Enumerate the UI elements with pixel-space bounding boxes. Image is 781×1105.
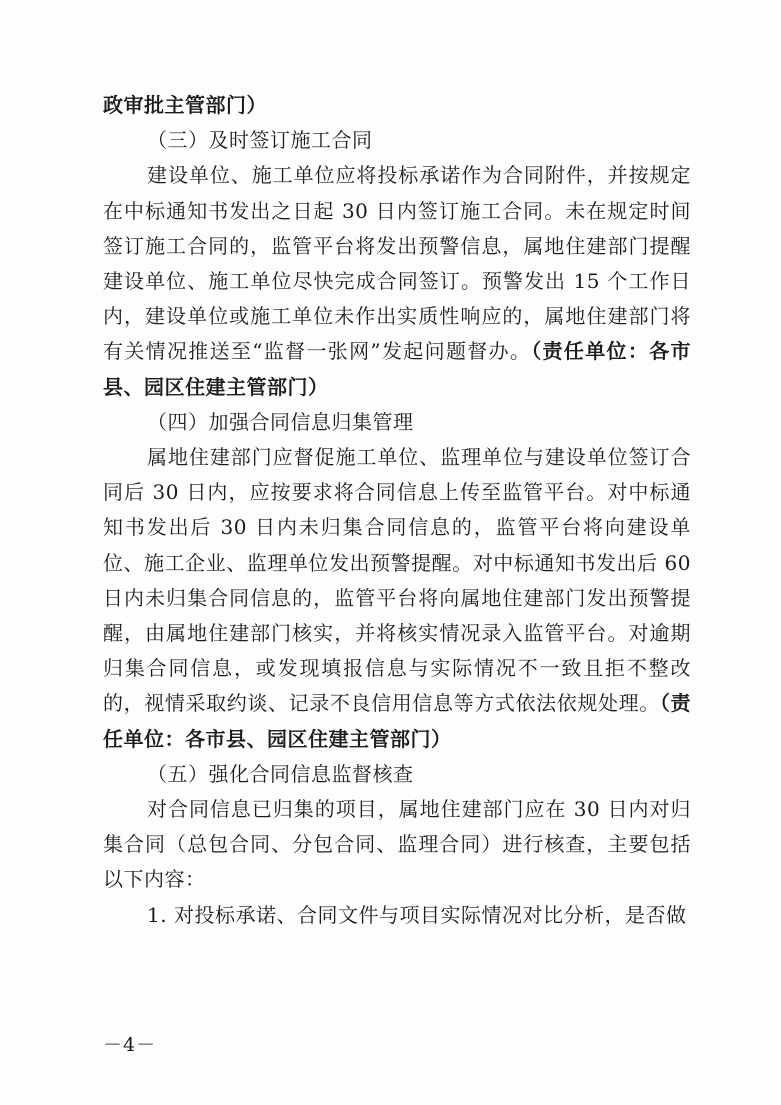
list-item-1: 1. 对投标承诺、合同文件与项目实际情况对比分析，是否做: [147, 902, 687, 927]
opening-fragment: 政审批主管部门）: [103, 93, 267, 117]
section-3-heading: （三）及时签订施工合同: [147, 128, 373, 153]
section-4-heading: （四）加强合同信息归集管理: [147, 409, 414, 434]
section-4-paragraph: [103, 440, 691, 757]
section-3-paragraph: [103, 158, 691, 404]
section-3-body: 建设单位、施工单位应将投标承诺作为合同附件，并按规定在中标通知书发出之日起 30 日内签订施工合同。未在规定时间签订施工合同的，监管平台将发出预警信息，属地住建部门提醒建设单位、施工单位尽快完成合同签订。预警发出 15 个工作日内，建设单位或施工单位未作出实质性响应的，属地住建部门将有关情况推送至“监督一张网”发起问题督办。: [103, 163, 691, 364]
section-3-responsibility: （责任单位：各市县、园区住建主管部门）: [103, 339, 691, 399]
section-4-responsibility: （责任单位：各市县、园区住建主管部门）: [103, 691, 691, 751]
document-body: [103, 88, 691, 933]
section-5-paragraph: 对合同信息已归集的项目，属地住建部门应在 30 日内对归集合同（总包合同、分包合同、监理合同）进行核查，主要包括以下内容：: [103, 797, 691, 892]
page-number: －4－: [103, 1034, 157, 1056]
section-4-body: 属地住建部门应督促施工单位、监理单位与建设单位签订合同后 30 日内，应按要求将合同信息上传至监管平台。对中标通知书发出后 30 日内未归集合同信息的，监管平台将向建设单位、施工企业、监理单位发出预警提醒。对中标通知书发出后 60 日内未归集合同信息的，监管平台将向属地住建部门发出预警提醒，由属地住建部门核实，并将核实情况录入监管平台。对逾期归集合同信息，或发现填报信息与实际情况不一致且拒不整改的，视情采取约谈、记录不良信用信息等方式依法依规处理。: [103, 445, 691, 716]
section-5-heading: （五）强化合同信息监督核查: [147, 761, 414, 786]
